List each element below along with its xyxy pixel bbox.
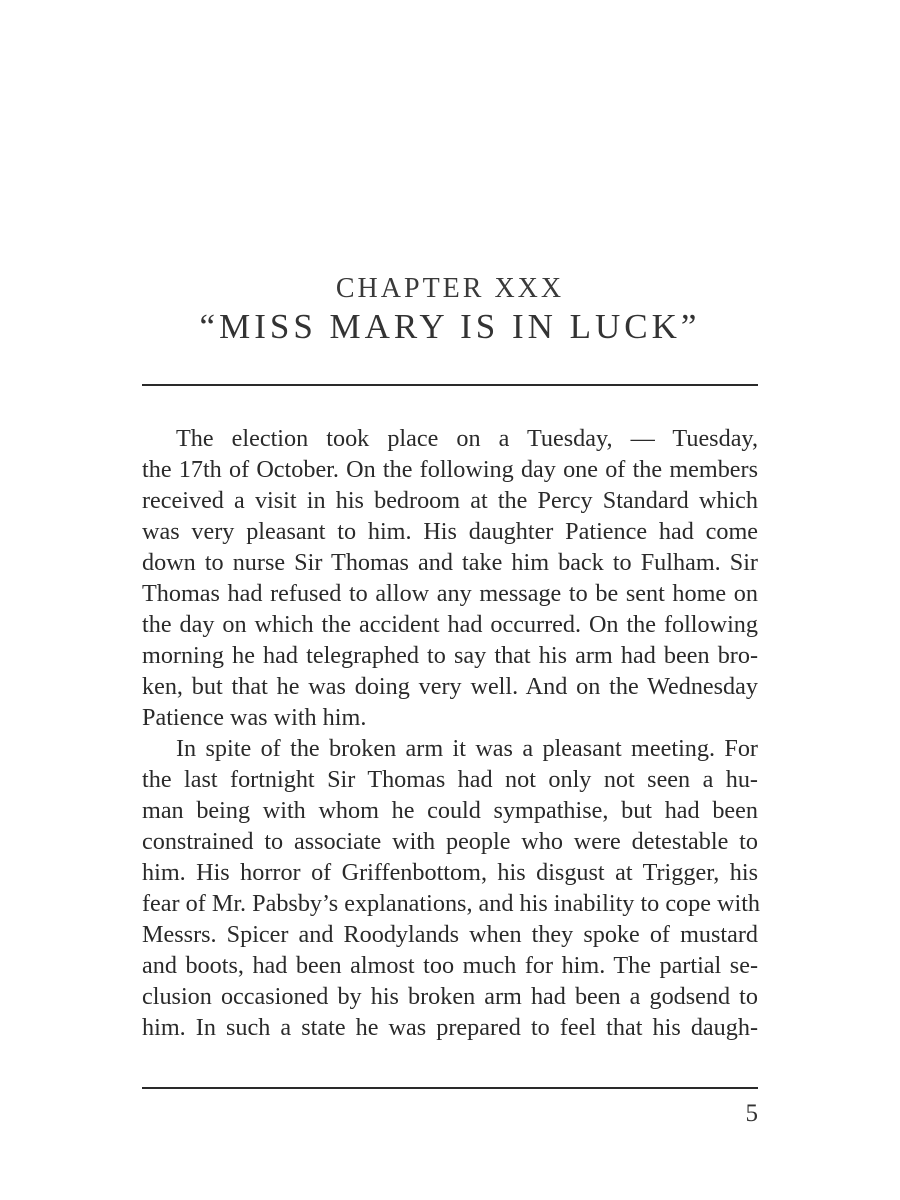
text-line: Thomas had refused to allow any message to be sent home on <box>142 580 758 607</box>
text-line: and boots, had been almost too much for him. The partial se- <box>142 952 758 979</box>
text-line: Patience was with him. <box>142 704 367 731</box>
chapter-title: “MISS MARY IS IN LUCK” <box>199 307 701 346</box>
text-line: the day on which the accident had occurred. On the following <box>142 611 758 638</box>
text-line: the last fortnight Sir Thomas had not only not seen a hu- <box>142 766 758 793</box>
text-line: The election took place on a Tuesday, — Tuesday, <box>176 425 758 452</box>
text-line: morning he had telegraphed to say that his arm had been bro- <box>142 642 758 669</box>
body-text <box>142 423 761 1043</box>
text-line: In spite of the broken arm it was a pleasant meeting. For <box>176 735 758 762</box>
text-line: man being with whom he could sympathise, but had been <box>142 797 758 824</box>
page-number: 5 <box>745 1100 758 1127</box>
text-line: Messrs. Spicer and Roodylands when they spoke of mustard <box>142 921 758 948</box>
text-line: constrained to associate with people who were detestable to <box>142 828 758 855</box>
text-line: clusion occasioned by his broken arm had been a godsend to <box>142 983 758 1010</box>
text-line: him. His horror of Griffenbottom, his disgust at Trigger, his <box>142 859 758 886</box>
text-line: the 17th of October. On the following day one of the members <box>142 456 758 483</box>
text-line: down to nurse Sir Thomas and take him back to Fulham. Sir <box>142 549 758 576</box>
text-line: was very pleasant to him. His daughter Patience had come <box>142 518 758 545</box>
text-line: ken, but that he was doing very well. And on the Wednesday <box>142 673 758 700</box>
footer-divider <box>142 1087 758 1089</box>
chapter-number: CHAPTER XXX <box>335 273 565 304</box>
text-line: fear of Mr. Pabsby’s explanations, and his inability to cope with <box>142 890 761 917</box>
text-line: him. In such a state he was prepared to feel that his daugh- <box>142 1014 758 1041</box>
text-line: received a visit in his bedroom at the Percy Standard which <box>142 487 758 514</box>
header-divider <box>142 384 758 386</box>
